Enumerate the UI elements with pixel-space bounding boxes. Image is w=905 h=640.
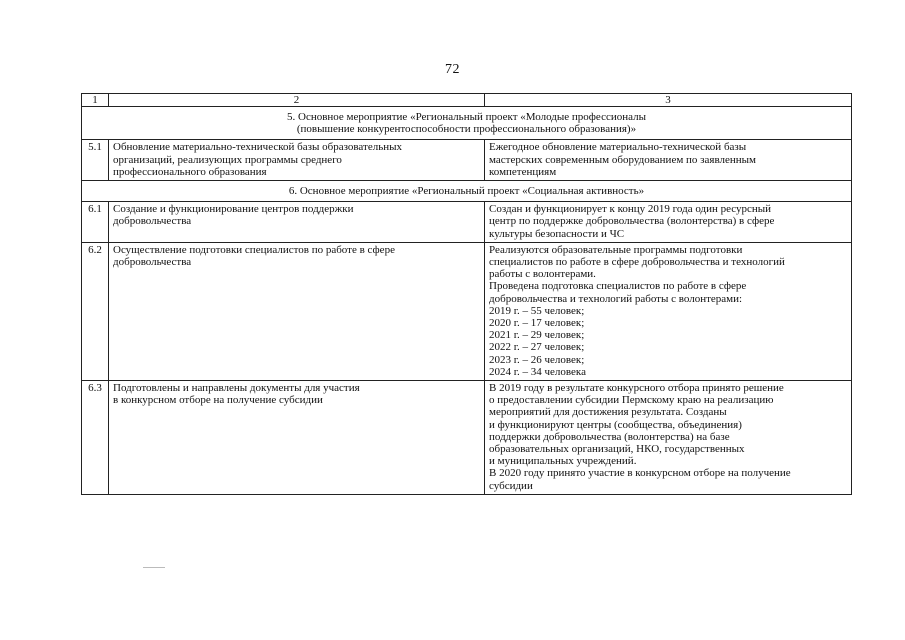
measure-text-line: Создание и функционирование центров поддержки <box>113 203 354 216</box>
result-text-line: мероприятий для достижения результата. Созданы <box>489 406 727 419</box>
column-header: 3 <box>485 94 852 107</box>
result-cell <box>485 202 852 243</box>
result-text-line: о предоставлении субсидии Пермскому краю на реализацию <box>489 394 774 407</box>
measure-text-line: в конкурсном отборе на получение субсидии <box>113 394 323 407</box>
row-number: 6.1 <box>82 202 109 243</box>
section-title-line: 6. Основное мероприятие «Региональный проект «Социальная активность» <box>288 185 645 198</box>
result-text-line: 2023 г. – 26 человек; <box>489 353 585 366</box>
result-cell <box>485 242 852 380</box>
result-text-line: Создан и функционирует к концу 2019 года один ресурсный <box>489 203 772 216</box>
column-header: 2 <box>109 94 485 107</box>
table-row <box>82 381 852 495</box>
measure-text-line: организаций, реализующих программы среднего <box>113 153 342 166</box>
result-text-line: субсидии <box>489 479 533 492</box>
row-number: 6.3 <box>82 381 109 495</box>
result-text-line: В 2020 году принято участие в конкурсном отборе на получение <box>489 467 791 480</box>
table-header-row <box>82 94 852 107</box>
result-text-line: 2019 г. – 55 человек; <box>489 304 585 317</box>
table-row <box>82 242 852 380</box>
section-title-line: 5. Основное мероприятие «Региональный проект «Молодые профессионалы <box>287 111 646 123</box>
column-header: 1 <box>82 94 109 107</box>
result-text-line: образовательных организаций, НКО, государственных <box>489 443 745 456</box>
measure-text-line: добровольчества <box>113 256 192 269</box>
scan-mark <box>143 567 165 568</box>
result-text-line: В 2019 году в результате конкурсного отбора принято решение <box>489 382 784 395</box>
result-cell <box>485 140 852 181</box>
section-row <box>82 107 852 140</box>
result-text-line: 2020 г. – 17 человек; <box>489 317 585 330</box>
measure-text-line: Подготовлены и направлены документы для участия <box>113 382 360 395</box>
table-row <box>82 202 852 243</box>
page-number: 72 <box>445 62 460 77</box>
measures-table <box>81 93 852 495</box>
result-text-line: Ежегодное обновление материально-технической базы <box>489 141 747 154</box>
result-text-line: мастерских современным оборудованием по заявленным <box>489 153 757 166</box>
section-row <box>82 181 852 202</box>
measure-text-line: добровольчества <box>113 215 192 228</box>
result-text-line: 2021 г. – 29 человек; <box>489 329 585 342</box>
section-title <box>82 107 852 140</box>
result-text-line: и функционируют центры (сообщества, объединения) <box>489 418 742 431</box>
result-text-line: добровольчества и технологий работы с волонтерами: <box>489 292 743 305</box>
result-text-line: специалистов по работе в сфере добровольчества и технологий <box>489 256 785 269</box>
measure-text-line: профессионального образования <box>113 165 267 178</box>
measure-cell <box>109 140 485 181</box>
measure-text-line: Обновление материально-технической базы образовательных <box>113 141 403 154</box>
result-text-line: центр по поддержке добровольчества (волонтерства) в сфере <box>489 215 775 228</box>
result-cell <box>485 381 852 495</box>
result-text-line: Проведена подготовка специалистов по работе в сфере <box>489 280 747 293</box>
section-title <box>82 181 852 202</box>
result-text-line: Реализуются образовательные программы подготовки <box>489 243 743 256</box>
result-text-line: компетенциям <box>489 165 557 178</box>
result-text-line: и муниципальных учреждений. <box>489 455 637 468</box>
result-text-line: поддержки добровольчества (волонтерства) на базе <box>489 430 730 443</box>
result-text-line: работы с волонтерами. <box>489 268 596 281</box>
measure-cell <box>109 242 485 380</box>
row-number: 6.2 <box>82 242 109 380</box>
table-row <box>82 140 852 181</box>
measure-cell <box>109 381 485 495</box>
measure-cell <box>109 202 485 243</box>
measure-text-line: Осуществление подготовки специалистов по работе в сфере <box>113 243 395 256</box>
result-text-line: 2024 г. – 34 человека <box>489 365 586 378</box>
section-title-line: (повышение конкурентоспособности профессионального образования)» <box>296 123 637 136</box>
result-text-line: 2022 г. – 27 человек; <box>489 341 585 354</box>
result-text-line: культуры безопасности и ЧС <box>489 227 625 240</box>
row-number: 5.1 <box>82 140 109 181</box>
